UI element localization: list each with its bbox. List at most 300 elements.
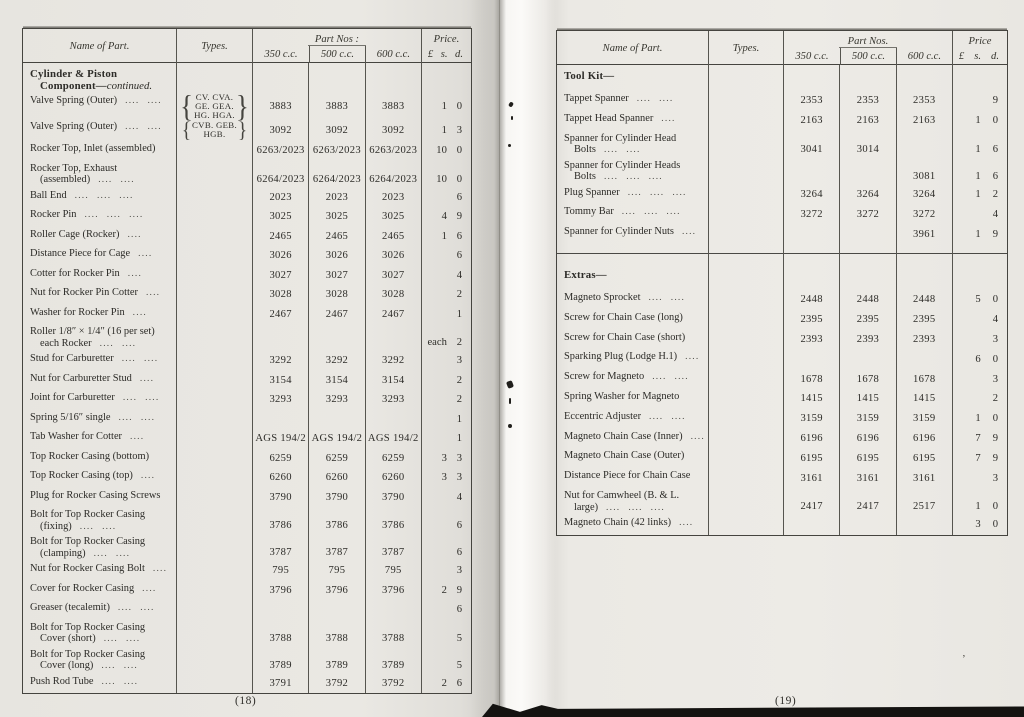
price-cell <box>422 161 471 188</box>
part-name-cell: Spanner for Cylinder Heads Bolts .... .... .... <box>557 158 709 185</box>
part-no-600-cell: 3159 <box>897 409 953 429</box>
price-shillings: 3 <box>975 519 981 531</box>
types-cell <box>177 449 253 469</box>
types-cell <box>177 429 253 449</box>
part-name-cell: Sparking Plug (Lodge H.1) .... <box>557 349 709 369</box>
table-row <box>23 351 471 371</box>
types-cell <box>709 468 784 488</box>
part-no-500-cell: 3787 <box>309 534 365 561</box>
part-no-350-cell: 3788 <box>253 620 309 647</box>
price-pence: 2 <box>456 337 462 348</box>
price-cell <box>953 65 1007 91</box>
part-no-500-cell: 3789 <box>309 647 365 674</box>
part-no-350-cell: 3791 <box>253 674 309 694</box>
price-pence: 6 <box>456 520 462 531</box>
price-cell <box>422 188 471 208</box>
price-shillings: 1 <box>975 143 981 155</box>
price-pence: 1 <box>456 433 462 445</box>
part-name-cell: Cover for Rocker Casing .... <box>23 581 177 601</box>
column-header-part-nos: Part Nos : 350 c.c. 500 c.c. 600 c.c. <box>253 29 422 63</box>
part-name-cell: Tool Kit— <box>557 65 709 91</box>
part-no-500-cell: 3025 <box>309 207 365 227</box>
price-cell <box>422 600 471 620</box>
part-no-600-cell: 6195 <box>897 448 953 468</box>
part-no-500-cell <box>840 158 896 185</box>
part-no-600-cell: 6263/2023 <box>366 141 422 161</box>
price-shillings: 1 <box>975 170 981 182</box>
stray-ink-mark: ’ <box>962 653 966 665</box>
price-pence: 6 <box>992 143 998 155</box>
part-no-500-cell: 3788 <box>309 620 365 647</box>
price-cell <box>953 515 1007 535</box>
price-cell <box>422 324 471 351</box>
table-row <box>23 468 471 488</box>
part-no-500-cell: 3272 <box>840 204 896 224</box>
price-cell <box>422 371 471 391</box>
price-cell <box>953 389 1007 409</box>
types-cell <box>177 561 253 581</box>
table-row <box>557 330 1007 350</box>
part-no-350-cell <box>784 224 840 244</box>
part-no-500-cell <box>309 63 365 93</box>
part-no-500-cell: AGS 194/2 <box>309 429 365 449</box>
price-cell <box>422 647 471 674</box>
table-row <box>23 266 471 286</box>
price-shillings: 5 <box>975 294 981 306</box>
table-row <box>557 224 1007 244</box>
table-row <box>557 158 1007 185</box>
part-no-350-cell: 3028 <box>253 285 309 305</box>
price-cell <box>422 449 471 469</box>
table-row <box>23 227 471 247</box>
part-no-350-cell: 2467 <box>253 305 309 325</box>
price-cell <box>953 185 1007 205</box>
price-cell <box>422 674 471 694</box>
part-no-500-cell: 6260 <box>309 468 365 488</box>
parts-table-right <box>556 30 1008 536</box>
price-pence: 0 <box>992 413 998 425</box>
part-no-600-cell: AGS 194/2 <box>366 429 422 449</box>
part-no-500-cell: 3027 <box>309 266 365 286</box>
price-cell <box>422 561 471 581</box>
price-pence: 6 <box>456 191 462 203</box>
part-no-600-cell: 3026 <box>366 246 422 266</box>
part-name-cell: Nut for Rocker Pin Cotter .... <box>23 285 177 305</box>
part-no-500-cell: 2353 <box>840 91 896 111</box>
table-row <box>557 349 1007 369</box>
price-pence: 3 <box>992 373 998 385</box>
price-cell <box>422 119 471 141</box>
price-cell <box>953 409 1007 429</box>
types-cell <box>709 65 784 91</box>
price-pence: 3 <box>456 124 462 136</box>
types-cell <box>177 674 253 694</box>
part-no-600-cell: 6264/2023 <box>366 161 422 188</box>
price-cell <box>422 227 471 247</box>
part-no-500-cell: 3161 <box>840 468 896 488</box>
price-shillings: 1 <box>975 413 981 425</box>
price-shillings: 10 <box>436 145 447 157</box>
price-pence: 0 <box>456 145 462 157</box>
types-cell <box>177 305 253 325</box>
part-no-500-cell: 6263/2023 <box>309 141 365 161</box>
types-cell <box>709 224 784 244</box>
part-no-500-cell: 3026 <box>309 246 365 266</box>
part-no-500-cell: 3092 <box>309 119 365 141</box>
part-no-600-cell: 2393 <box>897 330 953 350</box>
part-no-350-cell: 2448 <box>784 290 840 310</box>
part-no-500-cell: 6259 <box>309 449 365 469</box>
part-no-350-cell: 2417 <box>784 488 840 515</box>
types-cell <box>177 227 253 247</box>
price-pence: 9 <box>992 432 998 444</box>
price-cell <box>953 111 1007 131</box>
table-row <box>23 507 471 534</box>
price-cell <box>422 468 471 488</box>
price-pence: 3 <box>456 355 462 367</box>
types-cell <box>709 369 784 389</box>
types-cell <box>177 351 253 371</box>
part-no-350-cell: 2353 <box>784 91 840 111</box>
part-no-600-cell: 3883 <box>366 93 422 120</box>
section-heading-row <box>557 65 1007 91</box>
column-header-500cc: 500 c.c. <box>309 46 365 63</box>
part-name-cell: Ball End .... .... .... <box>23 188 177 208</box>
types-cell <box>177 390 253 410</box>
table-row <box>23 285 471 305</box>
part-no-600-cell: 795 <box>366 561 422 581</box>
price-pence: 2 <box>456 394 462 406</box>
price-pence: 1 <box>456 413 462 425</box>
table-row <box>557 468 1007 488</box>
types-cell <box>709 310 784 330</box>
part-no-500-cell: 795 <box>309 561 365 581</box>
table-row <box>557 448 1007 468</box>
column-header-types: Types. <box>177 29 253 63</box>
stitch-mark <box>511 116 513 120</box>
section-divider-row <box>557 244 1007 264</box>
price-cell <box>953 369 1007 389</box>
column-header-types: Types. <box>709 31 784 65</box>
part-no-350-cell: 2163 <box>784 111 840 131</box>
table-row <box>23 305 471 325</box>
part-no-600-cell: 3154 <box>366 371 422 391</box>
part-name-cell: Top Rocker Casing (top) .... <box>23 468 177 488</box>
section-heading-row <box>557 264 1007 290</box>
part-no-350-cell: 6264/2023 <box>253 161 309 188</box>
table-row <box>557 204 1007 224</box>
part-name-cell: Eccentric Adjuster .... .... <box>557 409 709 429</box>
column-header-600cc: 600 c.c. <box>896 48 952 65</box>
part-no-500-cell: 3154 <box>309 371 365 391</box>
part-no-600-cell <box>897 264 953 290</box>
types-cell <box>177 620 253 647</box>
part-name-cell: Push Rod Tube .... .... <box>23 674 177 694</box>
part-no-500-cell <box>309 324 365 351</box>
part-no-500-cell: 3883 <box>309 93 365 120</box>
price-pence: 0 <box>456 101 462 112</box>
price-cell <box>953 448 1007 468</box>
part-no-350-cell: 6263/2023 <box>253 141 309 161</box>
table-row <box>557 429 1007 449</box>
price-cell <box>422 410 471 430</box>
price-shillings: 3 <box>441 452 447 464</box>
part-name-cell: Cotter for Rocker Pin .... <box>23 266 177 286</box>
part-no-500-cell: 3014 <box>840 131 896 158</box>
price-pence: 3 <box>456 452 462 464</box>
part-no-350-cell: 3026 <box>253 246 309 266</box>
part-no-600-cell: 2448 <box>897 290 953 310</box>
price-cell <box>422 507 471 534</box>
part-no-350-cell: 3292 <box>253 351 309 371</box>
part-no-350-cell <box>253 63 309 93</box>
part-name-cell: Nut for Carburetter Stud .... <box>23 371 177 391</box>
part-no-600-cell: 3787 <box>366 534 422 561</box>
part-name-cell: Magneto Chain (42 links) .... <box>557 515 709 535</box>
part-no-350-cell: 3883 <box>253 93 309 120</box>
part-no-500-cell: 1678 <box>840 369 896 389</box>
part-name-cell: Magneto Chain Case (Outer) <box>557 448 709 468</box>
price-cell <box>953 91 1007 111</box>
part-no-600-cell <box>366 63 422 93</box>
table-row <box>557 185 1007 205</box>
part-name-cell: Washer for Rocker Pin .... <box>23 305 177 325</box>
part-no-500-cell: 6195 <box>840 448 896 468</box>
part-name-cell: Nut for Rocker Casing Bolt .... <box>23 561 177 581</box>
price-shillings: 1 <box>441 230 447 242</box>
part-no-600-cell: 3264 <box>897 185 953 205</box>
part-name-cell: Tappet Head Spanner .... <box>557 111 709 131</box>
part-no-350-cell: 1678 <box>784 369 840 389</box>
part-no-500-cell <box>309 600 365 620</box>
part-no-350-cell: 3786 <box>253 507 309 534</box>
pounds-label: £ <box>427 49 434 60</box>
column-header-price: Price £ s. d. <box>958 36 999 62</box>
price-shillings: 1 <box>441 101 447 112</box>
price-cell <box>422 246 471 266</box>
price-pence: 4 <box>992 208 998 220</box>
part-no-350-cell <box>784 515 840 535</box>
types-cell <box>709 158 784 185</box>
price-pence: 3 <box>456 565 462 577</box>
part-no-600-cell: 2353 <box>897 91 953 111</box>
part-name-cell: Spanner for Cylinder Head Bolts .... .... <box>557 131 709 158</box>
table-row <box>557 488 1007 515</box>
types-cell <box>177 410 253 430</box>
table-body <box>23 63 471 693</box>
part-no-350-cell: AGS 194/2 <box>253 429 309 449</box>
price-pence: 9 <box>992 95 998 107</box>
part-no-350-cell <box>784 244 840 264</box>
part-no-600-cell: 6259 <box>366 449 422 469</box>
part-no-600-cell: 2467 <box>366 305 422 325</box>
shillings-label: s. <box>974 51 981 62</box>
price-pence: 4 <box>456 491 462 503</box>
table-row <box>23 600 471 620</box>
part-no-350-cell: 2023 <box>253 188 309 208</box>
part-no-350-cell: 3041 <box>784 131 840 158</box>
part-no-350-cell: 6259 <box>253 449 309 469</box>
part-no-350-cell: 6260 <box>253 468 309 488</box>
price-cell <box>422 63 471 93</box>
pounds-label: £ <box>958 51 965 62</box>
part-name-cell: Valve Spring (Outer) .... .... <box>23 93 177 120</box>
part-no-600-cell: 3081 <box>897 158 953 185</box>
table-row <box>557 290 1007 310</box>
price-pence: 0 <box>992 519 998 531</box>
price-cell <box>953 488 1007 515</box>
price-cell <box>422 266 471 286</box>
part-no-500-cell: 2393 <box>840 330 896 350</box>
part-no-500-cell: 3264 <box>840 185 896 205</box>
part-no-350-cell: 3027 <box>253 266 309 286</box>
column-header-part-nos: Part Nos. 350 c.c. 500 c.c. 600 c.c. <box>784 31 953 65</box>
price-pence: 2 <box>456 374 462 386</box>
table-header <box>23 29 471 63</box>
table-row <box>23 561 471 581</box>
part-no-500-cell: 2417 <box>840 488 896 515</box>
table-row <box>557 369 1007 389</box>
part-no-600-cell: 2395 <box>897 310 953 330</box>
part-no-350-cell: 3790 <box>253 488 309 508</box>
part-no-600-cell: 3790 <box>366 488 422 508</box>
types-cell <box>709 389 784 409</box>
part-no-600-cell <box>897 349 953 369</box>
price-cell <box>953 310 1007 330</box>
part-no-600-cell: 3293 <box>366 390 422 410</box>
types-cell <box>177 324 253 351</box>
price-pence: 2 <box>992 188 998 200</box>
price-pence: 0 <box>992 500 998 512</box>
price-shillings: 10 <box>436 173 447 185</box>
part-no-500-cell: 3159 <box>840 409 896 429</box>
price-pence: 4 <box>992 314 998 326</box>
types-cell <box>709 488 784 515</box>
table-row <box>23 410 471 430</box>
types-cell <box>709 429 784 449</box>
types-cell <box>177 647 253 674</box>
types-cell <box>709 290 784 310</box>
types-cell <box>709 515 784 535</box>
types-cell <box>177 468 253 488</box>
part-no-600-cell: 2163 <box>897 111 953 131</box>
pence-label: d. <box>455 49 463 60</box>
price-pence: 0 <box>992 115 998 127</box>
part-name-cell: Joint for Carburetter .... .... <box>23 390 177 410</box>
part-no-600-cell: 6260 <box>366 468 422 488</box>
price-cell <box>953 429 1007 449</box>
types-cell <box>709 448 784 468</box>
parts-table-left <box>22 28 472 694</box>
table-header <box>557 31 1007 65</box>
brace-glyph: } <box>235 88 249 124</box>
page-edge-line <box>499 0 500 710</box>
part-name-cell <box>557 244 709 264</box>
part-no-350-cell <box>784 264 840 290</box>
price-cell <box>422 207 471 227</box>
table-row <box>557 389 1007 409</box>
price-pence: 2 <box>992 393 998 405</box>
price-cell <box>422 534 471 561</box>
part-no-350-cell <box>784 349 840 369</box>
types-cell <box>177 285 253 305</box>
column-header-350cc: 350 c.c. <box>264 49 298 60</box>
price-cell <box>953 264 1007 290</box>
part-no-350-cell: 3789 <box>253 647 309 674</box>
types-cell <box>709 204 784 224</box>
price-shillings: 1 <box>975 228 981 240</box>
price-pence: 0 <box>992 294 998 306</box>
part-no-600-cell: 3161 <box>897 468 953 488</box>
part-no-500-cell <box>840 515 896 535</box>
part-name-cell: Roller Cage (Rocker) .... <box>23 227 177 247</box>
price-pence: 0 <box>992 353 998 365</box>
part-no-500-cell: 2395 <box>840 310 896 330</box>
price-cell <box>422 488 471 508</box>
types-cell <box>177 266 253 286</box>
types-cell: { CVB. GEB. HGB. } <box>177 119 253 141</box>
price-shillings: 3 <box>441 472 447 484</box>
part-no-350-cell: 3787 <box>253 534 309 561</box>
types-cell <box>177 581 253 601</box>
price-pence: 9 <box>456 211 462 223</box>
price-cell <box>953 224 1007 244</box>
part-no-350-cell: 3159 <box>784 409 840 429</box>
part-no-500-cell <box>309 410 365 430</box>
types-cell <box>709 111 784 131</box>
part-no-350-cell: 1415 <box>784 389 840 409</box>
part-no-600-cell <box>366 410 422 430</box>
part-name-cell: Rocker Pin .... .... .... <box>23 207 177 227</box>
price-cell <box>953 204 1007 224</box>
page-number-left: (18) <box>235 695 257 707</box>
column-header-name: Name of Part. <box>557 31 709 65</box>
column-header-500cc: 500 c.c. <box>840 48 896 65</box>
part-name-cell: Bolt for Top Rocker Casing Cover (long) .... .... <box>23 647 177 674</box>
part-no-600-cell <box>897 131 953 158</box>
part-name-cell: Magneto Chain Case (Inner) .... <box>557 429 709 449</box>
types-cell <box>177 188 253 208</box>
part-no-600-cell: 3796 <box>366 581 422 601</box>
price-cell <box>422 429 471 449</box>
part-no-350-cell <box>784 158 840 185</box>
types-cell <box>709 349 784 369</box>
table-row <box>23 324 471 351</box>
part-name-cell: Screw for Magneto .... .... <box>557 369 709 389</box>
price-pence: 9 <box>992 452 998 464</box>
column-header-name: Name of Part. <box>23 29 177 63</box>
part-no-500-cell: 2023 <box>309 188 365 208</box>
table-row <box>557 515 1007 535</box>
part-no-600-cell: 3027 <box>366 266 422 286</box>
part-no-350-cell: 2395 <box>784 310 840 330</box>
part-no-350-cell: 795 <box>253 561 309 581</box>
table-row <box>23 429 471 449</box>
column-header-600cc: 600 c.c. <box>365 46 421 63</box>
part-no-500-cell: 3790 <box>309 488 365 508</box>
price-pence: 5 <box>456 659 462 671</box>
part-no-500-cell: 2163 <box>840 111 896 131</box>
price-pence: 3 <box>456 472 462 484</box>
part-no-600-cell <box>897 65 953 91</box>
price-shillings: 7 <box>975 432 981 444</box>
price-pence: 3 <box>992 333 998 345</box>
part-no-350-cell: 3161 <box>784 468 840 488</box>
part-no-500-cell <box>840 264 896 290</box>
part-name-cell: Screw for Chain Case (long) <box>557 310 709 330</box>
part-no-600-cell: 3786 <box>366 507 422 534</box>
part-no-600-cell <box>897 244 953 264</box>
